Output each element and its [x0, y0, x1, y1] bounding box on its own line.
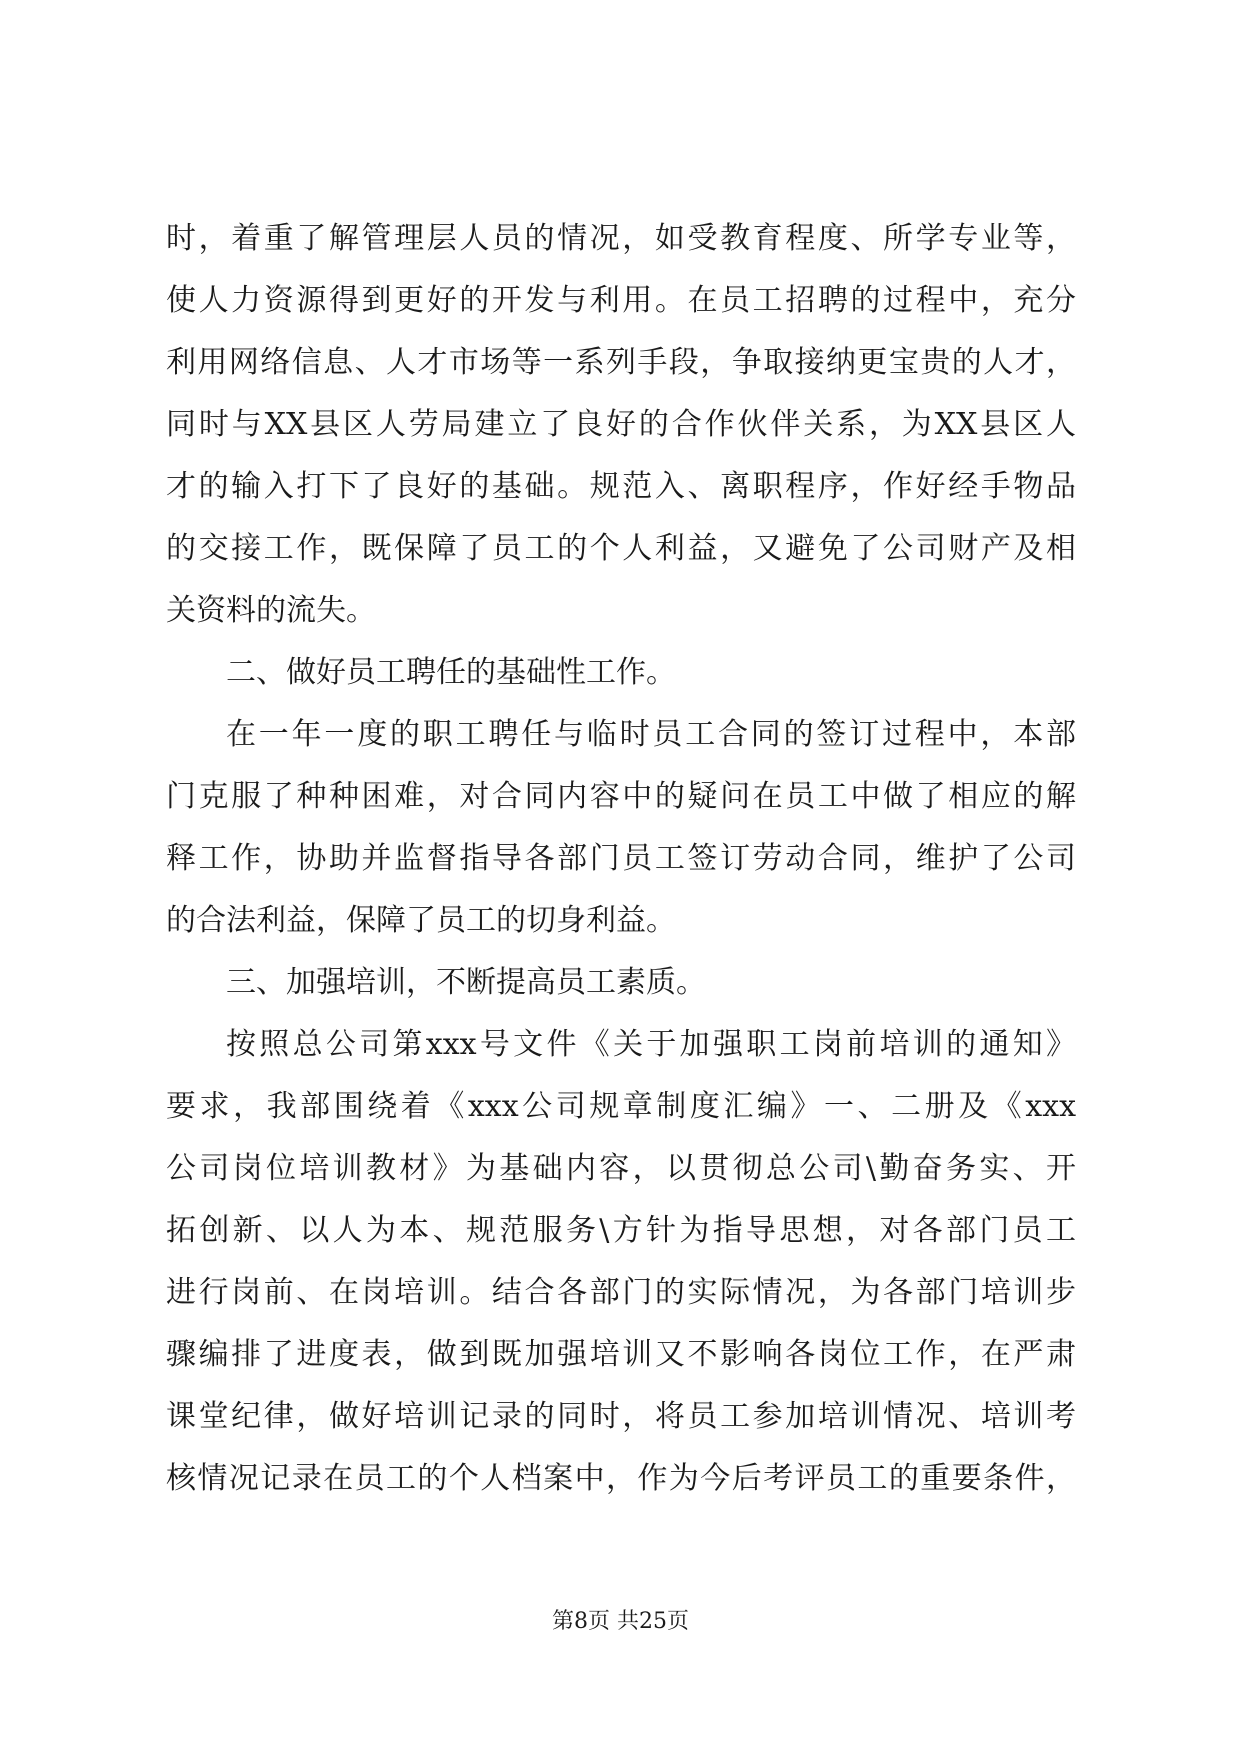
document-body: [166, 208, 1076, 1510]
text-line: 使人力资源得到更好的开发与利用。在员工招聘的过程中，充分: [166, 283, 1076, 318]
text-line: 骤编排了进度表，做到既加强培训又不影响各岗位工作，在严肃: [166, 1337, 1076, 1372]
text-line: 才的输入打下了良好的基础。规范入、离职程序，作好经手物品: [166, 469, 1076, 504]
text-line: 门克服了种种困难，对合同内容中的疑问在员工中做了相应的解: [166, 779, 1076, 814]
text-line: 的交接工作，既保障了员工的个人利益，又避免了公司财产及相: [166, 531, 1076, 566]
section-heading: 三、加强培训，不断提高员工素质。: [226, 965, 706, 1000]
text-line: 释工作，协助并监督指导各部门员工签订劳动合同，维护了公司: [166, 841, 1076, 876]
page-number-footer: 第8页 共25页: [552, 1609, 689, 1634]
text-line: 时，着重了解管理层人员的情况，如受教育程度、所学专业等，: [166, 221, 1076, 256]
text-line: 进行岗前、在岗培训。结合各部门的实际情况，为各部门培训步: [166, 1275, 1076, 1310]
text-line: 在一年一度的职工聘任与临时员工合同的签订过程中，本部: [226, 717, 1076, 752]
text-line: 课堂纪律，做好培训记录的同时，将员工参加培训情况、培训考: [166, 1399, 1076, 1434]
text-line: 的合法利益，保障了员工的切身利益。: [166, 903, 676, 938]
section-heading: 二、做好员工聘任的基础性工作。: [226, 655, 676, 690]
text-line: 核情况记录在员工的个人档案中，作为今后考评员工的重要条件，: [166, 1461, 1076, 1496]
text-line: 要求，我部围绕着《xxx公司规章制度汇编》一、二册及《xxx: [166, 1089, 1076, 1124]
text-line: 关资料的流失。: [166, 593, 376, 628]
text-line: 同时与XX县区人劳局建立了良好的合作伙伴关系，为XX县区人: [166, 407, 1076, 442]
text-line: 拓创新、以人为本、规范服务\方针为指导思想，对各部门员工: [166, 1213, 1076, 1248]
text-line: 利用网络信息、人才市场等一系列手段，争取接纳更宝贵的人才，: [166, 345, 1076, 380]
text-line: 公司岗位培训教材》为基础内容，以贯彻总公司\勤奋务实、开: [166, 1151, 1076, 1186]
text-line: 按照总公司第xxx号文件《关于加强职工岗前培训的通知》: [226, 1027, 1076, 1062]
